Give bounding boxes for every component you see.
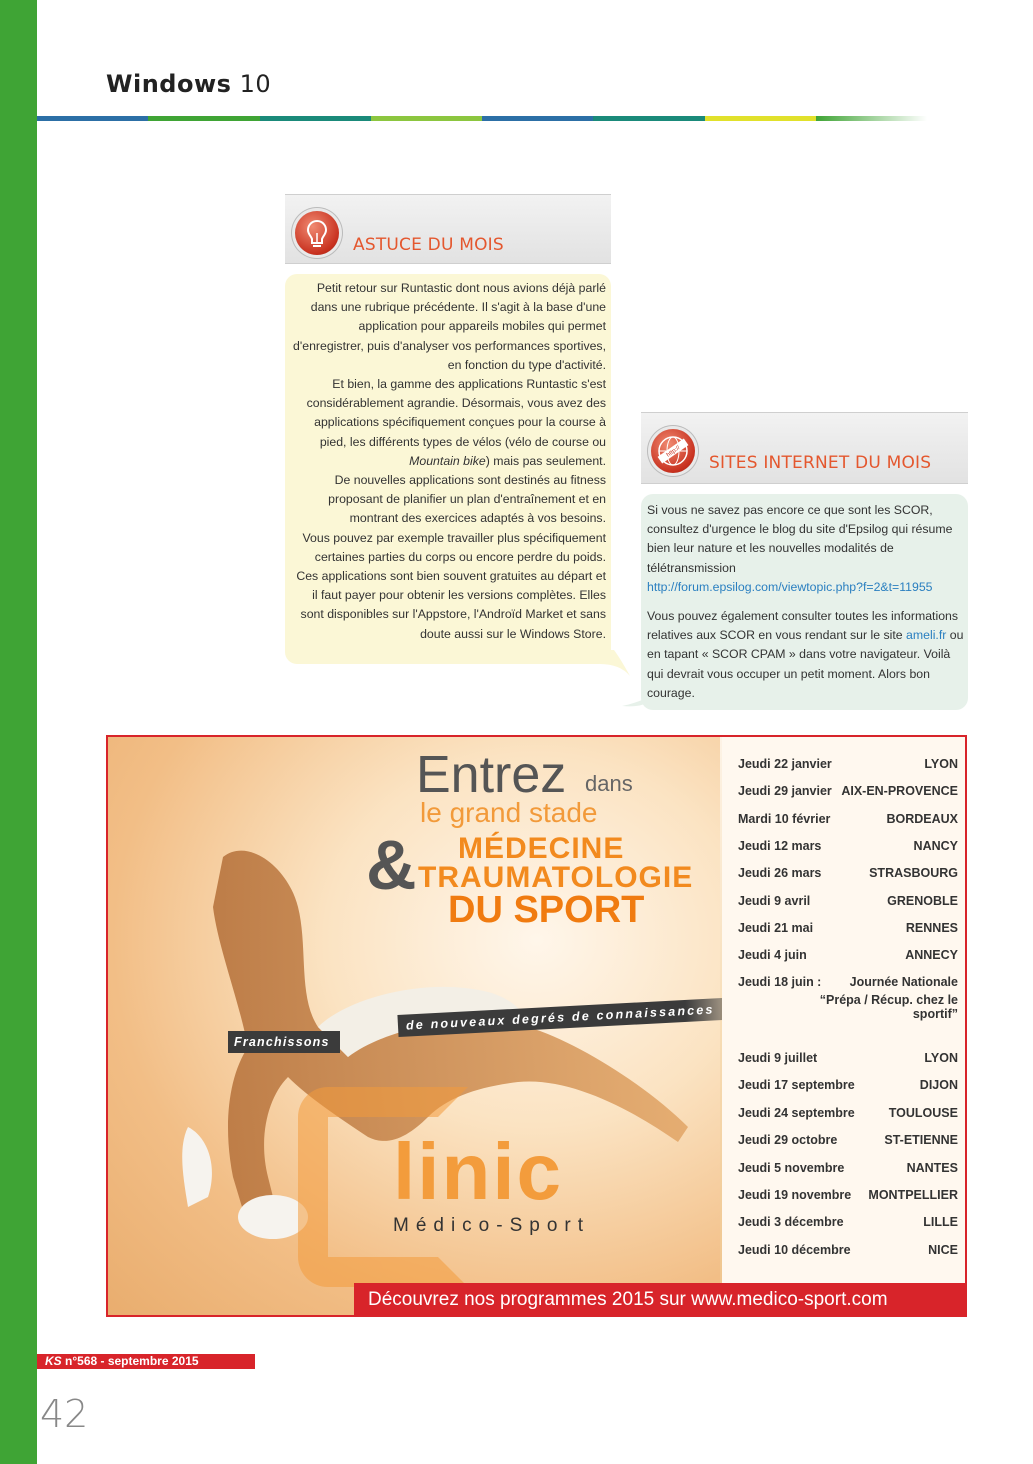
schedule-row	[738, 1106, 958, 1122]
http-globe-icon	[651, 429, 695, 473]
rule-segment	[593, 116, 704, 121]
schedule-city: LYON	[924, 757, 958, 771]
color-rule	[37, 116, 927, 121]
schedule-date: Jeudi 24 septembre	[738, 1105, 855, 1120]
schedule-row	[738, 1078, 958, 1094]
ameli-link[interactable]: ameli.fr	[906, 628, 947, 643]
ad-du-sport: DU SPORT	[448, 889, 645, 931]
schedule-date: Jeudi 18 juin :	[738, 975, 822, 990]
schedule-city: NANTES	[906, 1160, 958, 1175]
medico-sport-logo-text: Médico-Sport	[393, 1215, 590, 1236]
schedule-city: NANCY	[913, 838, 958, 853]
schedule-date: Jeudi 22 janvier	[738, 757, 832, 771]
schedule-row	[738, 1188, 958, 1204]
schedule-city: ST-ETIENNE	[884, 1133, 958, 1148]
schedule-date: Jeudi 9 juillet	[738, 1051, 818, 1065]
sites-text: Si vous ne savez pas encore ce que sont les SCOR, consultez d'urgence le blog du site d'Epsilog qui résume bien leur nature et les nouvelles modalités de télétransmission http://forum.epsilog.com/viewtopic.php?f=2&t=11955 Vous pouvez également consulter toutes les informations relatives aux SCOR en vous rendant sur le site ameli.fr ou en tapant « SCOR CPAM » dans votre navigateur. Voilà qui devrait vous occuper un petit moment. Alors bon courage.	[647, 503, 964, 700]
lightbulb-icon	[295, 211, 339, 255]
schedule-city: ANNECY	[905, 948, 958, 963]
sites-header	[641, 412, 968, 484]
schedule-date: Mardi 10 février	[738, 811, 831, 826]
issue-label: KS n°568 - septembre 2015	[37, 1354, 255, 1369]
schedule-row	[738, 1051, 958, 1067]
schedule-date: Jeudi 21 mai	[738, 920, 814, 935]
rule-segment	[482, 116, 593, 121]
ad-cta-bar[interactable]: Découvrez nos programmes 2015 sur www.medico-sport.com	[354, 1283, 967, 1317]
schedule-city: BORDEAUX	[886, 811, 958, 826]
astuce-text: Petit retour sur Runtastic dont nous avions déjà parlé dans une rubrique précédente. Il s'agit à la base d'une application pour appareils mobiles qui permet d'enregistrer, puis d'analyser vos performances sportives, en fonction du type d'activité. Et bien, la gamme des applications Runtastic s'est considérablement agrandie. Désormais, vous avez des applications spécifiquement conçues pour la course à pied, les différents types de vélos (vélo de course ou Mountain bike) mais pas seulement. De nouvelles applications sont destinés au fitness proposant de planifier un plan d'entraînement et en montrant des exercices adaptés à vos besoins. Vous pouvez par exemple travailler plus spécifiquement certaines parties du corps ou encore perdre du poids. Ces applications sont bien souvent gratuites au départ et il faut payer pour obtenir les versions complètes. Elles sont disponibles sur l'Appstore, l'Androïd Market et sans doute aussi sur le Windows Store.	[293, 281, 606, 641]
rule-segment	[371, 116, 482, 121]
schedule-city: STRASBOURG	[869, 866, 958, 881]
schedule-row	[738, 921, 958, 937]
ad-ampersand: &	[366, 826, 417, 904]
ad-headline-entrez: Entrez	[416, 746, 567, 804]
schedule-city: Journée Nationale	[849, 975, 958, 990]
schedule-date: Jeudi 9 avril	[738, 893, 811, 908]
schedule-row	[738, 866, 958, 882]
schedule-row	[738, 1215, 958, 1231]
schedule-row	[738, 839, 958, 855]
schedule-date: Jeudi 5 novembre	[738, 1160, 845, 1175]
schedule-date: Jeudi 29 janvier	[738, 784, 832, 799]
schedule-date: Jeudi 17 septembre	[738, 1078, 855, 1093]
schedule-city: RENNES	[905, 920, 958, 935]
schedule-date: Jeudi 19 novembre	[738, 1188, 852, 1202]
schedule-row	[738, 784, 958, 800]
schedule-date: Jeudi 10 décembre	[738, 1242, 851, 1257]
rule-segment	[705, 116, 816, 121]
schedule-date: Jeudi 3 décembre	[738, 1215, 844, 1230]
schedule-city: LILLE	[923, 1215, 958, 1230]
schedule-date: Jeudi 26 mars	[738, 866, 822, 881]
green-sidebar	[0, 0, 37, 1464]
svg-text:http://: http://	[665, 445, 682, 459]
schedule-row	[738, 948, 958, 964]
ad-band-franchissons: Franchissons	[228, 1031, 340, 1053]
ad-headline-grand-stade: le grand stade	[420, 797, 598, 828]
schedule-row	[738, 757, 958, 773]
astuce-header	[285, 194, 611, 264]
schedule-date: Jeudi 12 mars	[738, 838, 822, 853]
schedule-note: “Prépa / Récup. chez le sportif”	[819, 993, 958, 1021]
schedule-city: LYON	[924, 1051, 958, 1065]
section-title: Windows 10	[106, 70, 272, 98]
astuce-bubble-tail	[600, 650, 640, 680]
sites-title: SITES INTERNET DU MOIS	[709, 453, 932, 473]
clinic-logo-text: linic	[393, 1127, 564, 1216]
ad-medecine: MÉDECINE	[458, 832, 625, 865]
schedule-city: TOULOUSE	[888, 1105, 958, 1120]
schedule-date: Jeudi 4 juin	[738, 948, 807, 963]
page-number: 42	[40, 1392, 89, 1436]
rule-segment	[37, 116, 148, 121]
medico-sport-advert	[106, 735, 967, 1317]
schedule-row	[738, 1243, 958, 1259]
rule-segment	[816, 116, 927, 121]
schedule-row	[738, 894, 958, 910]
schedule-city: DIJON	[919, 1078, 958, 1093]
ad-traumatologie: TRAUMATOLOGIE	[418, 861, 694, 894]
schedule-row	[738, 975, 958, 991]
ad-band-connaissances: de nouveaux degrés de connaissances	[397, 996, 758, 1037]
schedule-city: NICE	[928, 1242, 958, 1257]
schedule-city: GRENOBLE	[887, 893, 958, 908]
schedule-date: Jeudi 29 octobre	[738, 1133, 838, 1148]
rule-segment	[260, 116, 371, 121]
rule-segment	[148, 116, 259, 121]
schedule-row	[738, 1161, 958, 1177]
schedule-city: AIX-EN-PROVENCE	[841, 784, 958, 799]
schedule-city: MONTPELLIER	[868, 1188, 958, 1202]
schedule-row	[738, 1133, 958, 1149]
astuce-title: ASTUCE DU MOIS	[353, 235, 504, 255]
ad-headline-dans: dans	[585, 771, 633, 796]
schedule-row	[738, 812, 958, 828]
epsilog-forum-link[interactable]: http://forum.epsilog.com/viewtopic.php?f=2&t=11955	[647, 579, 933, 594]
